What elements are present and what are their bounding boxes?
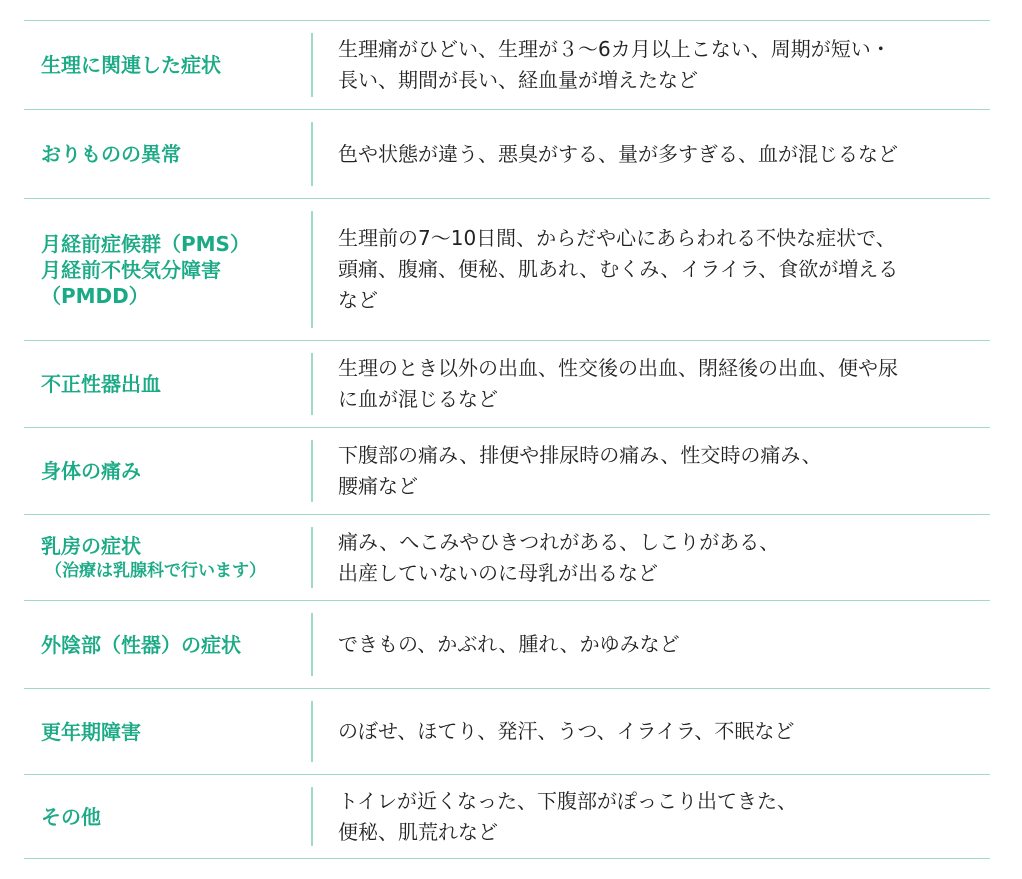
symptom-description: 色や状態が違う、悪臭がする、量が多すぎる、血が混じるなど bbox=[338, 141, 898, 166]
table-row bbox=[24, 198, 990, 340]
column-divider bbox=[311, 122, 313, 186]
symptom-description: トイレが近くなった、下腹部がぽっこり出てきた、 便秘、肌荒れなど bbox=[338, 788, 797, 844]
column-divider bbox=[311, 440, 313, 502]
category-label: 乳房の症状 bbox=[41, 533, 141, 558]
symptom-description: 生理痛がひどい、生理が３〜6カ月以上こない、周期が短い・ 長い、期間が長い、経血量が増えたなど bbox=[338, 37, 891, 92]
symptom-description: 生理のとき以外の出血、性交後の出血、閉経後の出血、便や尿 に血が混じるなど bbox=[338, 356, 898, 411]
table-row bbox=[24, 340, 990, 427]
column-divider bbox=[311, 787, 313, 846]
category-note: （治療は乳腺科で行います） bbox=[45, 560, 266, 581]
symptom-category: 月経前症候群（PMS） 月経前不快気分障害 （PMDD） bbox=[41, 231, 250, 308]
column-divider bbox=[311, 33, 313, 97]
table-row bbox=[24, 774, 990, 859]
table-row bbox=[24, 427, 990, 514]
table-row bbox=[24, 109, 990, 198]
column-divider bbox=[311, 613, 313, 676]
column-divider bbox=[311, 701, 313, 762]
table-row bbox=[24, 600, 990, 688]
symptom-description: 下腹部の痛み、排便や排尿時の痛み、性交時の痛み、 腰痛など bbox=[338, 443, 822, 498]
table-row bbox=[24, 688, 990, 774]
symptom-description: 痛み、へこみやひきつれがある、しこりがある、 出産していないのに母乳が出るなど bbox=[338, 529, 780, 585]
column-divider bbox=[311, 211, 313, 328]
table-row bbox=[24, 514, 990, 600]
symptom-category: 生理に関連した症状 bbox=[41, 53, 221, 77]
symptom-description: のぼせ、ほてり、発汗、うつ、イライラ、不眠など bbox=[338, 719, 795, 743]
symptom-description: できもの、かぶれ、腫れ、かゆみなど bbox=[338, 632, 680, 656]
symptom-category: 外陰部（性器）の症状 bbox=[41, 632, 241, 657]
column-divider bbox=[311, 527, 313, 588]
symptom-category: 身体の痛み bbox=[41, 459, 141, 483]
table-row bbox=[24, 20, 990, 109]
symptom-category: 更年期障害 bbox=[41, 719, 141, 744]
column-divider bbox=[311, 353, 313, 415]
symptom-table bbox=[24, 20, 990, 859]
symptom-description: 生理前の7〜10日間、からだや心にあらわれる不快な症状で、 頭痛、腹痛、便秘、肌あれ、むくみ、イライラ、食欲が増える など bbox=[338, 226, 899, 312]
symptom-category: 不正性器出血 bbox=[41, 372, 161, 396]
symptom-category: その他 bbox=[41, 804, 101, 829]
symptom-category: おりものの異常 bbox=[41, 142, 181, 166]
